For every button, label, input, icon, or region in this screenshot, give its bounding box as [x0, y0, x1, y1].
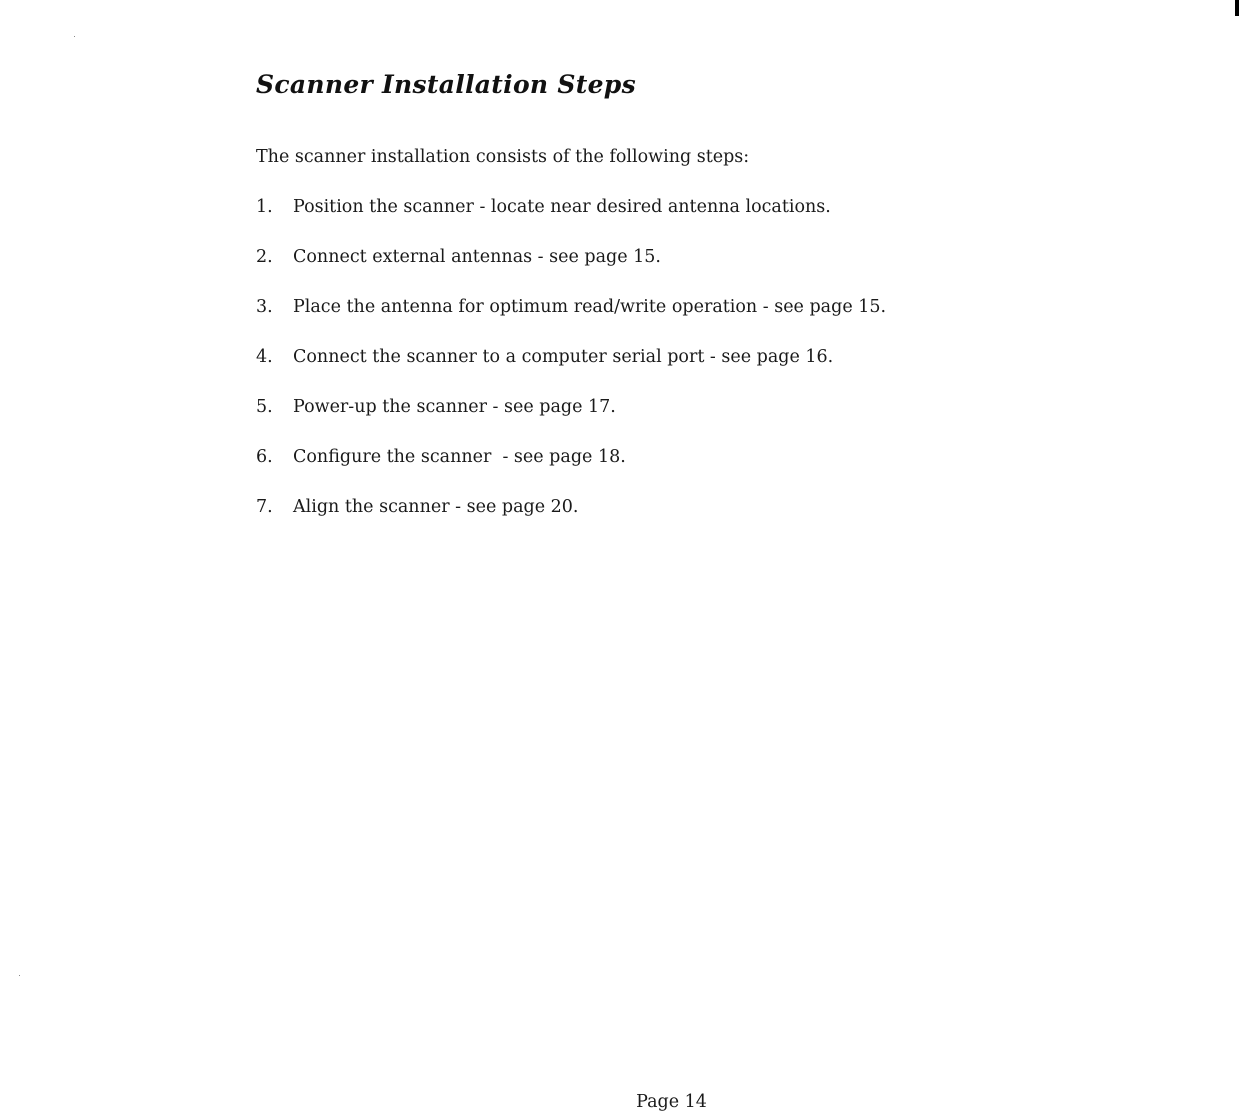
step-text: Connect external antennas - see page 15. [293, 247, 661, 267]
step-text: Position the scanner - locate near desired antenna locations. [293, 197, 831, 217]
step-number: 5. [256, 397, 273, 417]
step-number: 3. [256, 297, 273, 317]
installation-steps-list [256, 195, 896, 545]
list-item [256, 295, 896, 319]
list-item [256, 395, 896, 419]
page-title: Scanner Installation Steps [256, 70, 636, 99]
step-number: 7. [256, 497, 273, 517]
step-text: Align the scanner - see page 20. [293, 497, 579, 517]
step-text: Place the antenna for optimum read/write operation - see page 15. [293, 297, 887, 317]
step-number: 2. [256, 247, 273, 267]
scan-artifact-mark [1235, 0, 1239, 16]
step-number: 1. [256, 197, 273, 217]
step-text: Connect the scanner to a computer serial port - see page 16. [293, 347, 834, 367]
step-number: 4. [256, 347, 273, 367]
scan-speck [74, 36, 75, 37]
step-number: 6. [256, 447, 273, 467]
intro-paragraph: The scanner installation consists of the following steps: [256, 147, 750, 167]
list-item [256, 445, 896, 469]
list-item [256, 195, 896, 219]
step-text: Power-up the scanner - see page 17. [293, 397, 616, 417]
step-text: Configure the scanner - see page 18. [293, 447, 626, 467]
page-number-footer: Page 14 [636, 1092, 707, 1112]
scan-speck [19, 975, 20, 976]
list-item [256, 245, 896, 269]
list-item [256, 495, 896, 519]
list-item [256, 345, 896, 369]
